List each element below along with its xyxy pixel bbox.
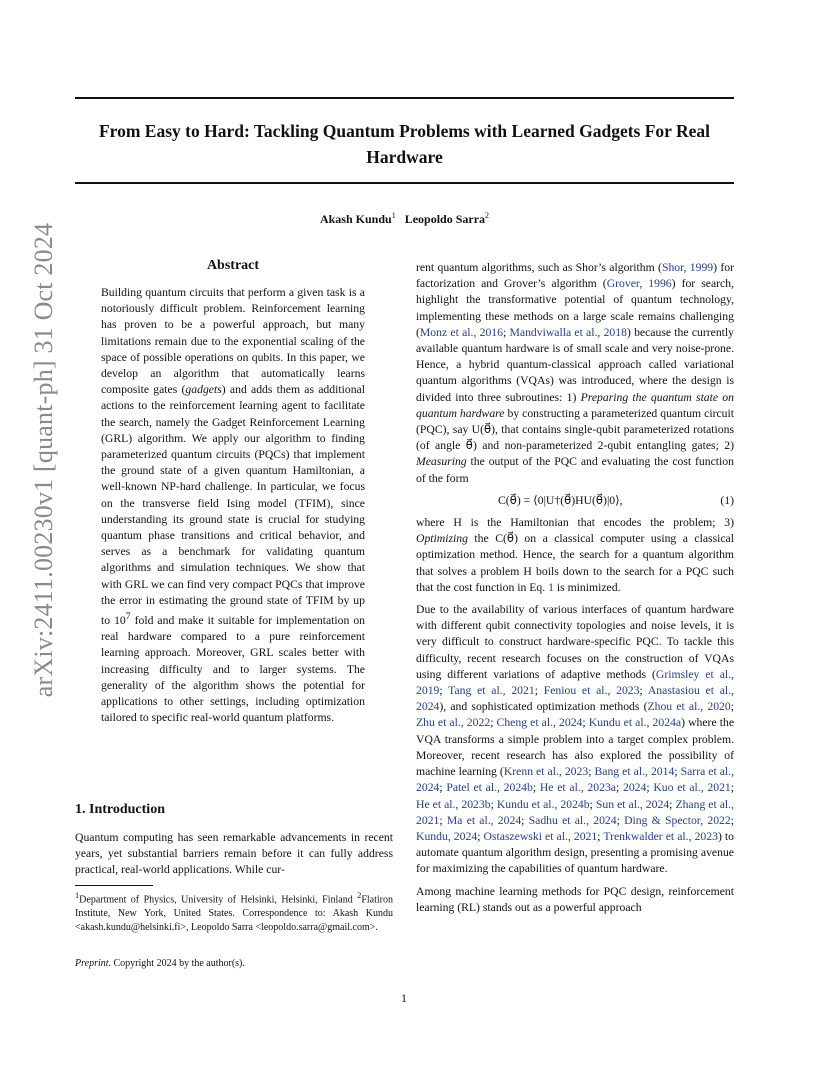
emphasis: Measuring bbox=[416, 455, 467, 469]
paragraph bbox=[416, 515, 734, 596]
text: ; bbox=[439, 813, 447, 827]
text: ; bbox=[502, 325, 510, 339]
citation-link[interactable]: Zhang et al., 2021 bbox=[416, 797, 735, 827]
citation-link[interactable]: Grover, 1996 bbox=[606, 277, 672, 291]
author-name: Leopoldo Sarra bbox=[404, 212, 486, 226]
footnote-text: Department of Physics, University of Helsinki, Helsinki, Finland bbox=[79, 894, 358, 906]
affiliation-mark: 2 bbox=[485, 211, 490, 220]
text: ; bbox=[669, 797, 676, 811]
right-column-body bbox=[416, 260, 734, 922]
equation-number: (1) bbox=[720, 493, 734, 507]
citation-link[interactable]: Grimsley et al., 2019 bbox=[416, 667, 734, 698]
text: Due to the availability of various interfaces of quantum hardware with different qubit connectivity topologies and noise levels, it is very difficult to construct hardware-specific PQC. To tackle this difficulty, recent research focuses on the construction of VQAs using different variations of adaptive methods ( bbox=[416, 603, 734, 681]
footnote-rule bbox=[75, 885, 153, 886]
text: where H is the Hamiltonian that encodes the problem; 3) bbox=[416, 516, 734, 530]
abstract-text: ) and adds them as additional actions to the reinforcement learning agent to facilitate the search, namely the Gadget Reinforcement Learning (GRL) algorithm. We apply our algorithm to finding parameterized quantum circuits (PQCs) that implement the ground state of a given quantum Hamiltonian, a well-known NP-hard challenge. In particular, we focus on the transverse field Ising model (TFIM), since understanding its ground state is crucial for studying quantum phase transitions and critical behavior, and serves as a benchmark for validating quantum algorithms and simulation techniques. We show that with GRL we can find very compact PQCs that improve the error in estimating the ground state of TFIM by up to 10 bbox=[101, 383, 365, 627]
abstract-heading: Abstract bbox=[206, 258, 260, 273]
text: ; bbox=[639, 684, 648, 698]
citation-link[interactable]: Sarra et al., 2024 bbox=[416, 765, 735, 795]
preprint-label: Preprint bbox=[75, 958, 109, 969]
text: ; bbox=[582, 716, 589, 730]
preprint-notice bbox=[75, 958, 245, 969]
equation-1 bbox=[416, 493, 734, 509]
preprint-text: . Copyright 2024 by the author(s). bbox=[108, 958, 245, 969]
citation-link[interactable]: Zhu et al., 2022 bbox=[416, 716, 491, 730]
text: ) where the VQA transforms a simple problem into a target complex problem. Moreover, recent research has also explored the possibility of machine learning ( bbox=[416, 716, 735, 779]
text: ; bbox=[477, 829, 484, 843]
section-heading-introduction: 1. Introduction bbox=[75, 802, 165, 817]
paragraph bbox=[416, 260, 734, 487]
citation-link[interactable]: Kundu et al., 2024b bbox=[496, 797, 590, 811]
top-rule bbox=[75, 97, 734, 99]
affiliation-footnote bbox=[75, 889, 393, 934]
text: ; bbox=[730, 700, 734, 714]
abstract-text: fold and make it suitable for implementation on real hardware compared to a pure reinforcement learning approach. Moreover, GRL scales better with increasing difficulty and to larger systems. The generality of the algorithm shows the potential for applications to other settings, including optimization tailored to specific real-world quantum platforms. bbox=[101, 613, 366, 725]
text: ; bbox=[674, 765, 681, 779]
text: ; bbox=[521, 813, 529, 827]
citation-link[interactable]: Ma et al., 2024 bbox=[446, 813, 522, 827]
equation-reference-link[interactable]: 1 bbox=[548, 580, 554, 594]
citation-link[interactable]: Feniou et al., 2023 bbox=[543, 684, 640, 698]
abstract-body bbox=[101, 285, 365, 726]
citation-link[interactable]: Zhou et al., 2020 bbox=[647, 700, 731, 714]
text: ; bbox=[615, 781, 623, 795]
paragraph bbox=[416, 602, 734, 877]
citation-link[interactable]: Krenn et al., 2023 bbox=[503, 765, 589, 779]
text: ; bbox=[597, 829, 604, 843]
citation-link[interactable]: 2024 bbox=[622, 781, 647, 795]
paragraph: Among machine learning methods for PQC design, reinforcement learning (RL) stands out as a powerful approach bbox=[416, 884, 734, 914]
citation-link[interactable]: Cheng et al., 2024 bbox=[496, 716, 583, 730]
citation-link[interactable]: Shor, 1999 bbox=[661, 261, 714, 274]
text: ; bbox=[588, 765, 595, 779]
arxiv-identifier-stamp: arXiv:2411.00230v1 [quant-ph] 31 Oct 2024 bbox=[29, 222, 58, 698]
citation-link[interactable]: Bang et al., 2014 bbox=[594, 765, 675, 779]
citation-link[interactable]: Monz et al., 2016 bbox=[419, 325, 503, 339]
text: ; bbox=[490, 716, 497, 730]
footnote-mark: 1 bbox=[75, 891, 80, 900]
paragraph: Quantum computing has seen remarkable advancements in recent years, yet substantial barriers remain before it can fully address practical, real-world applications. While cur- bbox=[75, 831, 393, 877]
author-name: Akash Kundu bbox=[319, 212, 392, 226]
emphasis: Optimizing bbox=[416, 532, 468, 546]
text: the output of the PQC and evaluating the cost function of the form bbox=[416, 455, 734, 485]
footnote-text: Flatiron Institute, New York, United States. Correspondence to: Akash Kundu <akash.kundu@helsinki.fi>, Leopoldo Sarra <leopoldo.sarra@gmail.com>. bbox=[75, 894, 393, 933]
text: ; bbox=[730, 813, 734, 827]
citation-link[interactable]: He et al., 2023a bbox=[539, 781, 616, 795]
text: ), and sophisticated optimization methods ( bbox=[439, 700, 648, 714]
abstract-text: Building quantum circuits that perform a given task is a notoriously difficult problem. Reinforcement learning has proven to be a powerful approach, but many limitations remain due to the exponential scaling of the space of possible operations on qubits. In this paper, we develop an algorithm that automatically learns composite gates ( bbox=[101, 286, 365, 397]
citation-link[interactable]: Tang et al., 2021 bbox=[448, 684, 535, 698]
citation-link[interactable]: Ostaszewski et al., 2021 bbox=[483, 829, 598, 843]
text: ; bbox=[490, 797, 497, 811]
text: ; bbox=[439, 684, 449, 698]
author-list bbox=[75, 211, 734, 227]
citation-link[interactable]: Mandviwalla et al., 2018 bbox=[509, 325, 627, 339]
citation-link[interactable]: Kundu et al., 2024a bbox=[588, 716, 682, 730]
footnote-mark: 2 bbox=[357, 891, 362, 900]
text: ) for search, highlight the transformative potential of quantum technology, implementing these methods on a large scale remains challenging ( bbox=[416, 277, 734, 339]
introduction-body bbox=[75, 830, 393, 885]
text: ; bbox=[534, 684, 544, 698]
emphasis: Preparing the quantum state on quantum hardware bbox=[416, 390, 734, 420]
text: the C(θ⃗) on a classical computer using a classical optimization method. Hence, the search for a quantum algorithm that solves a problem H boils down to the search for a PQC such that the cost function in Eq. bbox=[416, 532, 734, 594]
citation-link[interactable]: Sun et al., 2024 bbox=[595, 797, 670, 811]
text: is minimized. bbox=[553, 580, 621, 594]
text: ; bbox=[646, 781, 654, 795]
citation-link[interactable]: Anastasiou et al., 2024 bbox=[416, 684, 735, 714]
text: ; bbox=[589, 797, 596, 811]
text: by constructing a parameterized quantum circuit (PQC), say U(θ⃗), that contains single-qubit parameterized rotations (of angle θ⃗) and non-parameterized 2-qubit entangling gates; 2) bbox=[416, 406, 734, 453]
text: ; bbox=[532, 781, 540, 795]
citation-link[interactable]: Kundu, 2024 bbox=[416, 829, 478, 843]
affiliation-mark: 1 bbox=[391, 211, 396, 220]
text: ) because the currently available quantum hardware is of small scale and very noise-prone. Hence, a hybrid quantum-classical approach called variational quantum algorithms (VQAs) was introduced, where the design is divided into three subroutines: 1) bbox=[416, 325, 735, 404]
title-bottom-rule bbox=[75, 182, 734, 184]
text: ; bbox=[616, 813, 625, 827]
citation-link[interactable]: Patel et al., 2024b bbox=[446, 781, 533, 795]
page-number: 1 bbox=[401, 991, 407, 1005]
paper-title: From Easy to Hard: Tackling Quantum Problems with Learned Gadgets For Real Hardware bbox=[98, 121, 711, 167]
text: ; bbox=[439, 781, 447, 795]
text: ; bbox=[730, 781, 735, 795]
text: rent quantum algorithms, such as Shor’s algorithm ( bbox=[416, 261, 662, 274]
text: ) to automate quantum algorithm design, presenting a promising avenue for maximizing the capabilities of quantum hardware. bbox=[416, 829, 735, 876]
equation-body: C(θ⃗) = ⟨0|U†(θ⃗)HU(θ⃗)|0⟩, bbox=[498, 493, 623, 507]
citation-link[interactable]: Sadhu et al., 2024 bbox=[528, 813, 617, 827]
text: ) for factorization and Grover’s algorithm ( bbox=[416, 261, 734, 291]
exponent: 7 bbox=[125, 611, 131, 623]
citation-link[interactable]: Kuo et al., 2021 bbox=[653, 781, 731, 795]
abstract-emphasis: gadgets bbox=[185, 383, 222, 397]
citation-link[interactable]: He et al., 2023b bbox=[416, 797, 491, 811]
citation-link[interactable]: Ding & Spector, 2022 bbox=[624, 813, 731, 827]
citation-link[interactable]: Trenkwalder et al., 2023 bbox=[603, 829, 718, 843]
